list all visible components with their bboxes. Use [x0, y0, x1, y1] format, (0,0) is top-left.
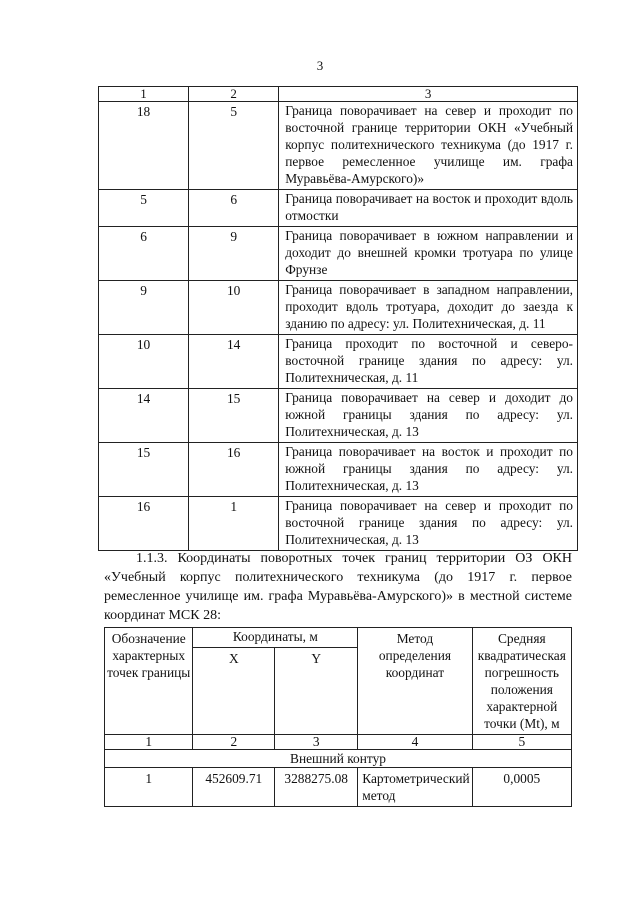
- boundary-description: Граница поворачивает на восток и проходит вдоль отмостки: [279, 190, 578, 227]
- boundary-description: Граница проходит по восточной и северо-восточной границе здания по адресу: ул. Политехническая, д. 11: [279, 335, 578, 389]
- to-point: 16: [189, 443, 279, 497]
- boundary-description-table: [98, 86, 578, 551]
- table-row: [99, 102, 578, 190]
- coordinates-table: [104, 627, 572, 807]
- column-number: 4: [358, 735, 472, 750]
- table-row: [105, 768, 572, 807]
- table-header-row: [99, 87, 578, 102]
- error-value: 0,0005: [472, 768, 571, 807]
- table-row: [99, 335, 578, 389]
- column-number: 5: [472, 735, 571, 750]
- from-point: 5: [99, 190, 189, 227]
- method: Картометрический метод: [358, 768, 472, 807]
- header-point-name: Обозначение характерных точек границы: [105, 628, 193, 735]
- to-point: 14: [189, 335, 279, 389]
- column-number: 1: [99, 87, 189, 102]
- section-title: Внешний контур: [105, 750, 572, 768]
- from-point: 9: [99, 281, 189, 335]
- table-row: [99, 497, 578, 551]
- boundary-description: Граница поворачивает в южном направлении и доходит до внешней кромки тротуара по улице Фрунзе: [279, 227, 578, 281]
- to-point: 1: [189, 497, 279, 551]
- from-point: 15: [99, 443, 189, 497]
- table-row: [99, 190, 578, 227]
- page-number: 3: [316, 58, 324, 73]
- from-point: 16: [99, 497, 189, 551]
- column-number: 2: [193, 735, 275, 750]
- header-x: X: [193, 648, 275, 735]
- from-point: 6: [99, 227, 189, 281]
- header-y: Y: [275, 648, 358, 735]
- from-point: 14: [99, 389, 189, 443]
- to-point: 9: [189, 227, 279, 281]
- from-point: 10: [99, 335, 189, 389]
- to-point: 6: [189, 190, 279, 227]
- column-numbers-row: [105, 735, 572, 750]
- point-id: 1: [105, 768, 193, 807]
- to-point: 5: [189, 102, 279, 190]
- to-point: 10: [189, 281, 279, 335]
- column-number: 3: [275, 735, 358, 750]
- boundary-description: Граница поворачивает в западном направлении, проходит вдоль тротуара, доходит до заезда к зданию по адресу: ул. Политехническая, д. 11: [279, 281, 578, 335]
- header-method: Метод определения координат: [358, 628, 472, 735]
- from-point: 18: [99, 102, 189, 190]
- column-number: 2: [189, 87, 279, 102]
- section-row: [105, 750, 572, 768]
- header-coordinates: Координаты, м: [193, 628, 358, 648]
- table-row: [99, 281, 578, 335]
- boundary-description: Граница поворачивает на восток и проходит по южной границы здания по адресу: ул. Политехническая, д. 13: [279, 443, 578, 497]
- column-number: 3: [279, 87, 578, 102]
- boundary-description: Граница поворачивает на север и проходит по восточной границе здания по адресу: ул. Политехническая, д. 13: [279, 497, 578, 551]
- table-row: [99, 443, 578, 497]
- to-point: 15: [189, 389, 279, 443]
- table-row: [99, 227, 578, 281]
- section-paragraph: 1.1.3. Координаты поворотных точек границ территории ОЗ ОКН «Учебный корпус политехнического техникума (до 1917 г. первое ремесленное училище им. графа Муравьёва-Амурского)» в местной системе координат МСК 28:: [104, 551, 572, 623]
- boundary-description: Граница поворачивает на север и проходит по восточной границе территории ОКН «Учебный корпус политехнического техникума (до 1917 г. первое ремесленное училище им. графа Муравьёва-Амурского)»: [279, 102, 578, 190]
- header-error: Средняя квадратическая погрешность положения характерной точки (Mt), м: [472, 628, 571, 735]
- table-row: [99, 389, 578, 443]
- coord-y: 3288275.08: [275, 768, 358, 807]
- table-header-row: [105, 628, 572, 648]
- column-number: 1: [105, 735, 193, 750]
- boundary-description: Граница поворачивает на север и доходит до южной границы здания по адресу: ул. Политехническая, д. 13: [279, 389, 578, 443]
- coord-x: 452609.71: [193, 768, 275, 807]
